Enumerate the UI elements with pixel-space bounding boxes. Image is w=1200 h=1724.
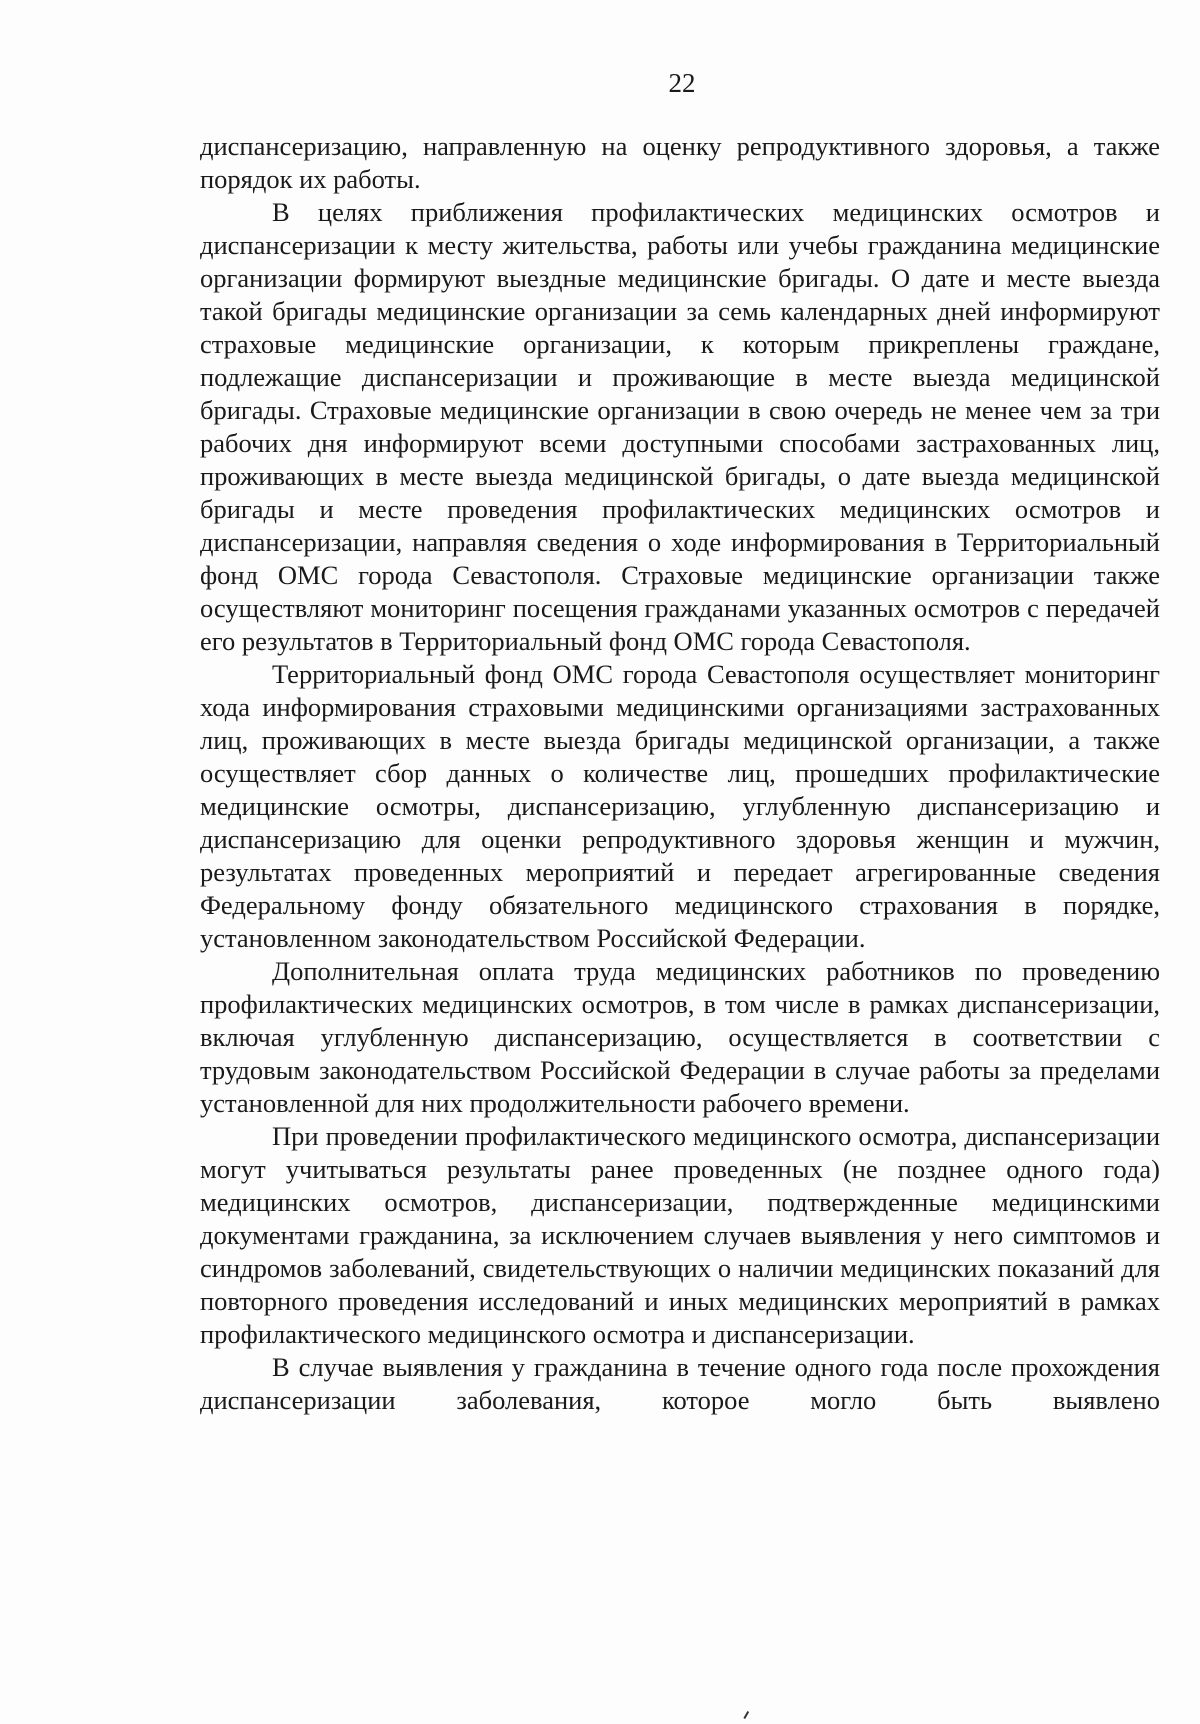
paragraph-3: Территориальный фонд ОМС города Севастополя осуществляет мониторинг хода информирования страховыми медицинскими организациями застрахованных лиц, проживающих в месте выезда бригады медицинской организации, а также осуществляет сбор данных о количестве лиц, прошедших профилактические медицинские осмотры, диспансеризацию, углубленную диспансеризацию и диспансеризацию для оценки репродуктивного здоровья женщин и мужчин, результатах проведенных мероприятий и передает агрегированные сведения Федеральному фонду обязательного медицинского страхования в порядке, установленном законодательством Российской Федерации. xyxy=(200,659,1160,953)
scan-mark xyxy=(743,1711,752,1721)
paragraph-4: Дополнительная оплата труда медицинских работников по проведению профилактических медицинских осмотров, в том числе в рамках диспансеризации, включая углубленную диспансеризацию, осуществляется в соответствии с трудовым законодательством Российской Федерации в случае работы за пределами установленной для них продолжительности рабочего времени. xyxy=(200,956,1160,1118)
page-number: 22 xyxy=(668,68,696,98)
paragraph-6: В случае выявления у гражданина в течение одного года после прохождения диспансеризации заболевания, которое могло быть выявлено xyxy=(200,1352,1160,1415)
paragraph-2: В целях приближения профилактических медицинских осмотров и диспансеризации к месту жительства, работы или учебы гражданина медицинские организации формируют выездные медицинские бригады. О дате и месте выезда такой бригады медицинские организации за семь календарных дней информируют страховые медицинские организации, к которым прикреплены граждане, подлежащие диспансеризации и проживающие в месте выезда медицинской бригады. Страховые медицинские организации в свою очередь не менее чем за три рабочих дня информируют всеми доступными способами застрахованных лиц, проживающих в месте выезда медицинской бригады, о дате выезда медицинской бригады и месте проведения профилактических медицинских осмотров и диспансеризации, направляя сведения о ходе информирования в Территориальный фонд ОМС города Севастополя. Страховые медицинские организации также осуществляют мониторинг посещения гражданами указанных осмотров с передачей его результатов в Территориальный фонд ОМС города Севастополя. xyxy=(200,197,1160,656)
paragraph-1: диспансеризацию, направленную на оценку репродуктивного здоровья, а также порядок их работы. xyxy=(200,131,1160,194)
paragraph-5: При проведении профилактического медицинского осмотра, диспансеризации могут учитываться результаты ранее проведенных (не позднее одного года) медицинских осмотров, диспансеризации, подтвержденные медицинскими документами гражданина, за исключением случаев выявления у него симптомов и синдромов заболеваний, свидетельствующих о наличии медицинских показаний для повторного проведения исследований и иных медицинских мероприятий в рамках профилактического медицинского осмотра и диспансеризации. xyxy=(200,1121,1160,1349)
document-body xyxy=(200,130,1160,1417)
